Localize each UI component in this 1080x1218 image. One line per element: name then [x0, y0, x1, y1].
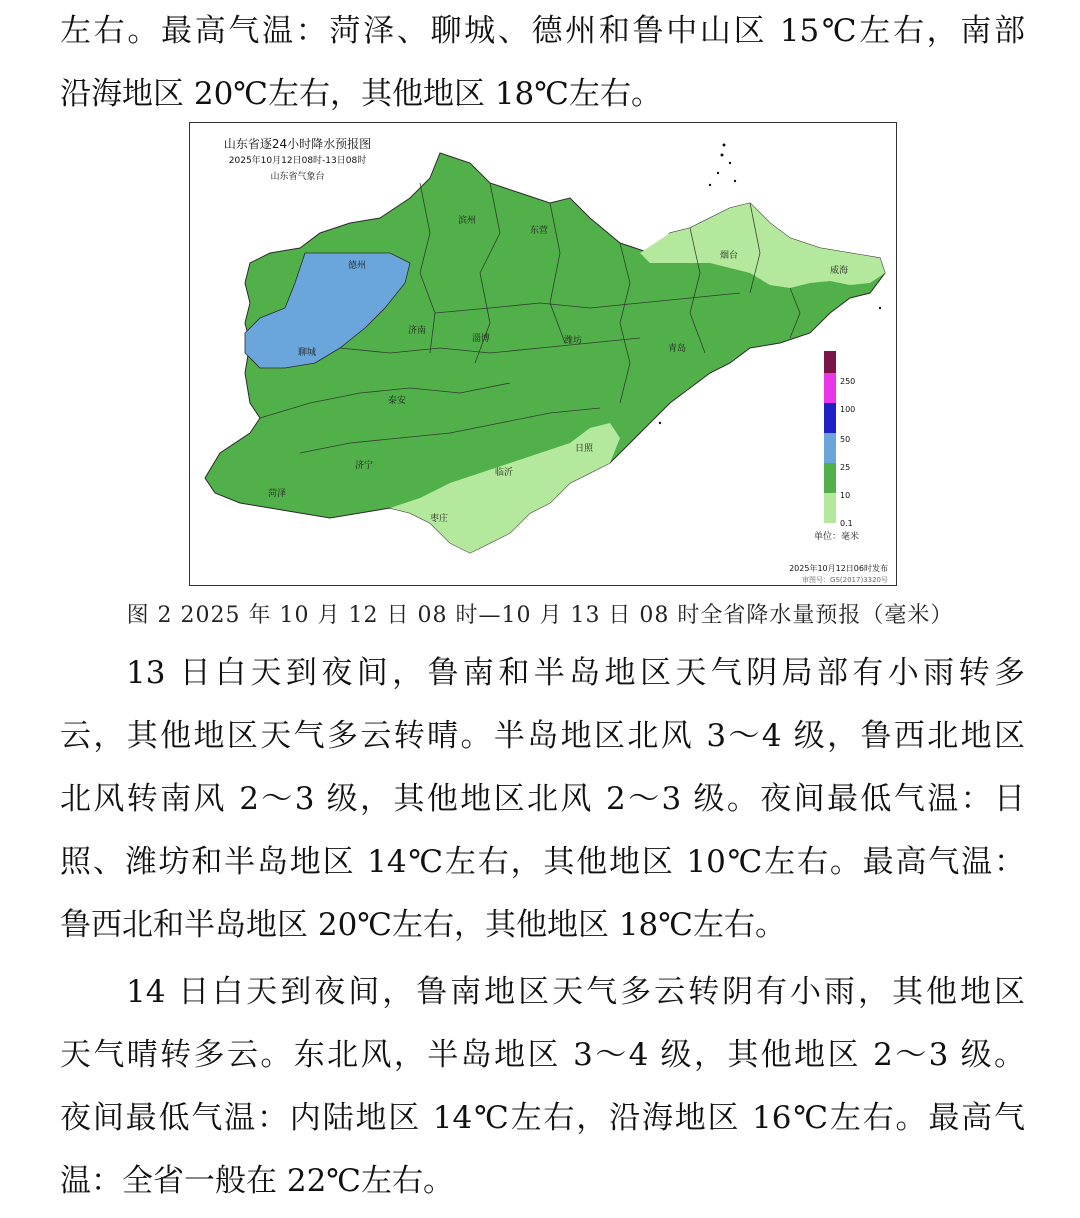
city-label: 青岛: [668, 344, 687, 354]
city-label: 泰安: [388, 396, 407, 406]
city-label: 临沂: [495, 468, 514, 478]
legend-label: 10: [840, 491, 851, 500]
city-label: 德州: [348, 261, 367, 271]
map-approval: 审图号：GS(2017)3320号: [802, 576, 888, 584]
paragraph-13: [60, 642, 1025, 957]
figure-caption: 图 2 2025 年 10 月 12 日 08 时—10 月 13 日 08 时全省降水量预报（毫米）: [126, 603, 954, 628]
legend-bar-10: [824, 463, 836, 493]
city-label: 济宁: [355, 461, 374, 471]
city-label: 日照: [575, 444, 594, 454]
paragraph-14: [60, 961, 1025, 1213]
legend-bar-25: [824, 433, 836, 463]
legend-label: 250: [840, 377, 856, 386]
city-label: 济南: [408, 326, 427, 336]
text-line: 14 日白天到夜间，鲁南地区天气多云转阴有小雨，其他地区: [126, 974, 1025, 1010]
map-issued: 2025年10月12日06时发布: [789, 564, 888, 573]
city-label: 滨州: [458, 216, 477, 226]
legend-bar-50: [824, 403, 836, 433]
city-label: 潍坊: [564, 336, 583, 346]
city-label: 聊城: [298, 348, 317, 358]
legend-bar-01: [824, 493, 836, 523]
text-line: 天气晴转多云。东北风，半岛地区 3～4 级，其他地区 2～3 级。: [60, 1037, 1025, 1073]
text-line: 左右。最高气温：菏泽、聊城、德州和鲁中山区 15℃左右，南部: [60, 13, 1025, 49]
legend-bars: [824, 351, 836, 523]
text-line: 13 日白天到夜间，鲁南和半岛地区天气阴局部有小雨转多: [126, 655, 1025, 691]
legend-bar-100: [824, 373, 836, 403]
map-period: 2025年10月12日08时-13日08时: [228, 156, 367, 166]
city-label: 淄博: [472, 334, 491, 344]
city-label: 烟台: [720, 251, 739, 261]
map-title: 山东省逐24小时降水预报图: [223, 137, 372, 151]
text-line: 沿海地区 20℃左右，其他地区 18℃左右。: [60, 76, 662, 112]
text-line: 温：全省一般在 22℃左右。: [60, 1163, 454, 1199]
legend-label: 25: [840, 463, 851, 472]
legend-label: 50: [840, 435, 851, 444]
text-line: 北风转南风 2～3 级，其他地区北风 2～3 级。夜间最低气温：日: [60, 781, 1025, 817]
text-line: 鲁西北和半岛地区 20℃左右，其他地区 18℃左右。: [60, 907, 786, 943]
city-label: 威海: [830, 266, 849, 276]
top-paragraph: [60, 0, 1025, 126]
map-agency: 山东省气象台: [270, 172, 325, 182]
shandong-map: [190, 123, 897, 586]
precipitation-map-figure: [189, 122, 897, 586]
city-label: 东营: [530, 226, 549, 236]
city-label: 菏泽: [268, 489, 287, 499]
text-line: 云，其他地区天气多云转晴。半岛地区北风 3～4 级，鲁西北地区: [60, 718, 1025, 754]
legend-bar-250: [824, 351, 836, 373]
legend-label: 100: [840, 405, 856, 414]
legend-unit: 单位：毫米: [814, 532, 860, 542]
text-line: 夜间最低气温：内陆地区 14℃左右，沿海地区 16℃左右。最高气: [60, 1100, 1025, 1136]
city-label: 枣庄: [430, 514, 449, 524]
legend-label: 0.1: [840, 519, 853, 528]
text-line: 照、潍坊和半岛地区 14℃左右，其他地区 10℃左右。最高气温：: [60, 844, 1025, 880]
